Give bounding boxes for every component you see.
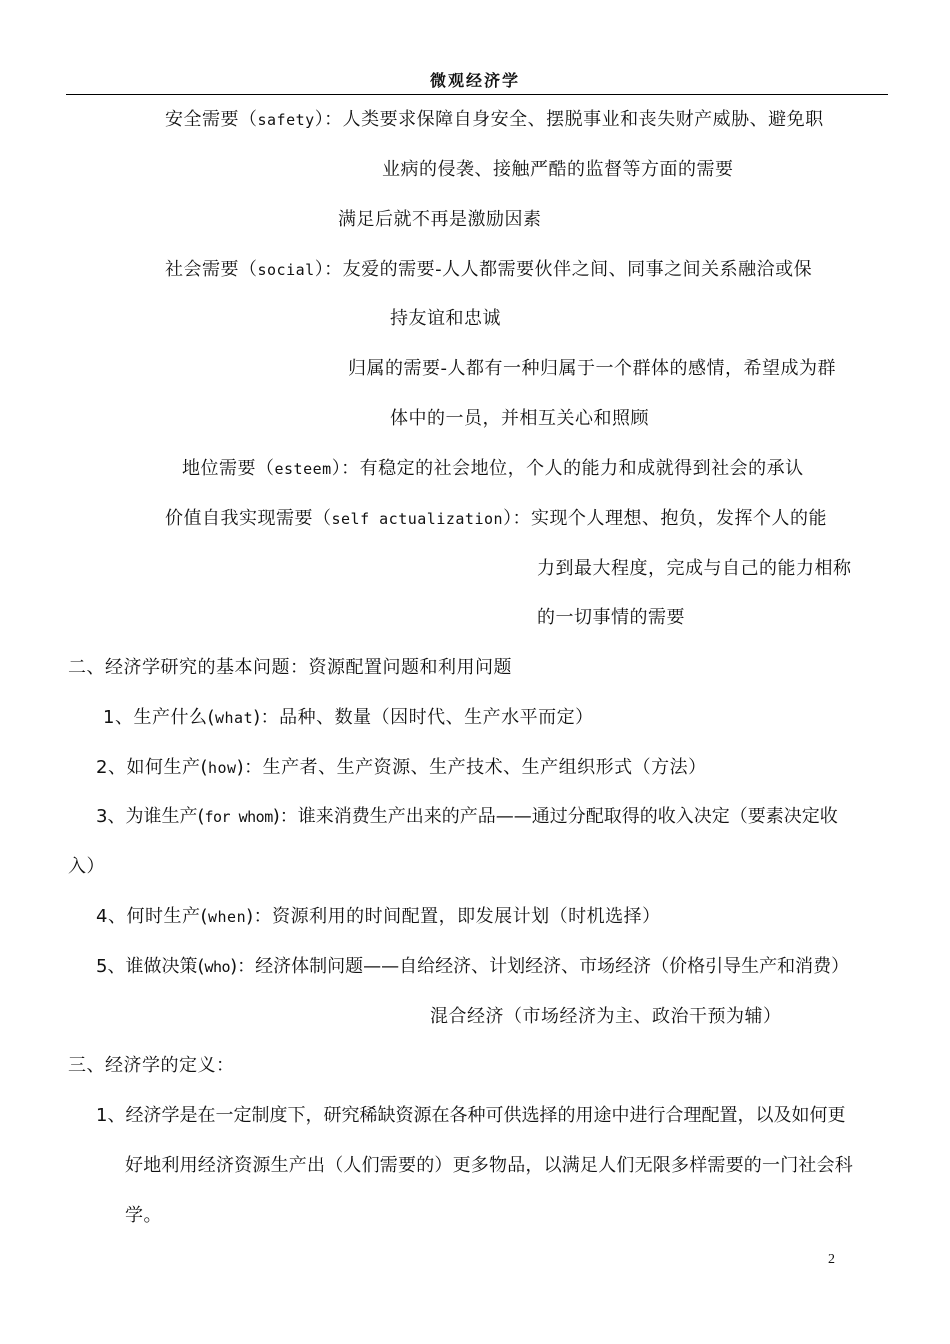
text-line: 归属的需要-人都有一种归属于一个群体的感情，希望成为群: [348, 358, 836, 379]
text-line: 混合经济（市场经济为主、政治干预为辅）: [430, 1006, 782, 1027]
text-segment: 5、谁做决策(: [96, 956, 205, 977]
text-segment: 地位需要（: [182, 458, 275, 479]
text-segment: )：资源利用的时间配置，即发展计划（时机选择）: [246, 906, 661, 927]
header-divider: [66, 94, 888, 95]
text-line: 学。: [125, 1205, 162, 1226]
text-segment: )：谁来消费生产出来的产品——通过分配取得的收入决定（要素决定收: [272, 806, 838, 827]
english-term: what: [214, 709, 254, 727]
section-heading: 三、经济学的定义：: [68, 1055, 235, 1076]
text-line: 业病的侵袭、接触严酷的监督等方面的需要: [382, 159, 734, 180]
text-segment: ）：人类要求保障自身安全、摆脱事业和丧失财产威胁、避免职: [314, 109, 824, 130]
text-segment: 价值自我实现需要（: [165, 508, 332, 529]
text-line: 的一切事情的需要: [537, 607, 685, 628]
english-term: for whom: [204, 808, 273, 826]
list-item: 1、经济学是在一定制度下，研究稀缺资源在各种可供选择的用途中进行合理配置，以及如何更: [96, 1105, 846, 1126]
text-line: 力到最大程度，完成与自己的能力相称: [537, 558, 852, 579]
text-line: 持友谊和忠诚: [390, 308, 501, 329]
english-term: how: [207, 759, 237, 777]
text-line: 好地利用经济资源生产出（人们需要的）更多物品，以满足人们无限多样需要的一门社会科: [125, 1155, 853, 1176]
text-segment: 1、生产什么(: [103, 707, 215, 728]
english-term: self actualization: [331, 510, 504, 528]
english-term: social: [257, 261, 315, 279]
list-item: [96, 904, 661, 930]
page-header-title: 微观经济学: [429, 71, 520, 90]
text-segment: 3、为谁生产(: [96, 806, 205, 827]
list-item: [96, 954, 849, 980]
text-line: 入）: [68, 856, 105, 877]
text-segment: ）：有稳定的社会地位，个人的能力和成就得到社会的承认: [331, 458, 804, 479]
list-item: [96, 804, 838, 830]
text-line: [182, 456, 804, 482]
text-segment: 安全需要（: [165, 109, 258, 130]
text-segment: ）：友爱的需要-人人都需要伙伴之间、同事之间关系融洽或保: [314, 259, 813, 280]
text-segment: 2、如何生产(: [96, 757, 208, 778]
text-line: [165, 107, 824, 133]
list-item: [96, 755, 707, 781]
text-line: 满足后就不再是激励因素: [338, 209, 542, 230]
section-heading: 二、经济学研究的基本问题：资源配置问题和利用问题: [68, 657, 512, 678]
list-item: [103, 705, 594, 731]
text-line: 体中的一员，并相互关心和照顾: [390, 408, 649, 429]
text-line: [165, 506, 827, 532]
text-segment: )：品种、数量（因时代、生产水平而定）: [253, 707, 594, 728]
english-term: safety: [257, 111, 315, 129]
text-segment: 4、何时生产(: [96, 906, 208, 927]
text-segment: 社会需要（: [165, 259, 258, 280]
text-line: [165, 257, 812, 283]
text-segment: ）：实现个人理想、抱负，发挥个人的能: [503, 508, 828, 529]
text-segment: )：经济体制问题——自给经济、计划经济、市场经济（价格引导生产和消费）: [230, 956, 850, 977]
english-term: when: [207, 908, 247, 926]
page-number: 2: [828, 1252, 835, 1267]
english-term: esteem: [274, 460, 332, 478]
text-segment: )：生产者、生产资源、生产技术、生产组织形式（方法）: [236, 757, 707, 778]
english-term: who: [204, 958, 231, 976]
